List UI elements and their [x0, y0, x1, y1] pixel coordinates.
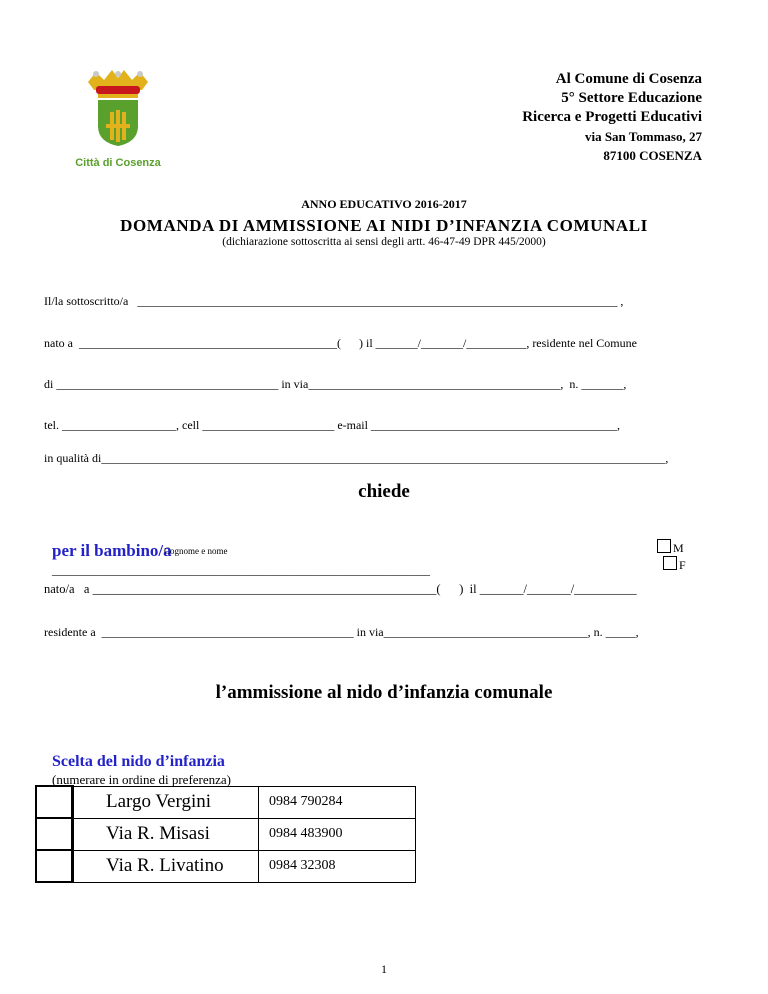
- nursery-choice-label: Scelta del nido d’infanzia: [52, 753, 225, 770]
- preference-box[interactable]: [36, 786, 73, 818]
- sex-f-checkbox[interactable]: [663, 556, 677, 570]
- sex-m-label: M: [673, 541, 684, 555]
- sex-options: [651, 524, 686, 573]
- page-subtitle: (dichiarazione sottoscritta ai sensi degli artt. 46-47-49 DPR 445/2000): [222, 236, 546, 248]
- table-row: [36, 786, 416, 818]
- addressee-line: 87100 COSENZA: [603, 148, 702, 163]
- child-row: [44, 523, 430, 579]
- addressee-line: via San Tommaso, 27: [584, 129, 702, 144]
- request-verb: chiede: [358, 481, 410, 502]
- city-logo: [72, 68, 164, 168]
- page-title: DOMANDA DI AMMISSIONE AI NIDI D’INFANZIA COMUNALI: [120, 216, 648, 235]
- sex-m-checkbox[interactable]: [657, 539, 671, 553]
- child-birth-field[interactable]: nato/a a _______________________________________________________( ) il _______/_______/__________: [44, 582, 637, 596]
- child-name-field[interactable]: _______________________________________________________________: [52, 563, 430, 577]
- table-row: [36, 850, 416, 882]
- table-row: [36, 818, 416, 850]
- applicant-birth-field[interactable]: nato a ___________________________________________( ) il _______/_______/__________, residente nel Comune: [44, 336, 637, 350]
- nursery-table: [35, 785, 416, 883]
- sex-f-label: F: [679, 558, 686, 572]
- nursery-phone: 0984 790284: [259, 786, 416, 818]
- applicant-address-field[interactable]: di _____________________________________ in via__________________________________________, n. _______,: [44, 377, 627, 391]
- coat-of-arms-icon: [72, 68, 164, 146]
- preference-box[interactable]: [36, 850, 73, 882]
- child-label: per il bambino/a: [52, 541, 172, 560]
- nursery-name: Largo Vergini: [73, 786, 259, 818]
- addressee-line: 5° Settore Educazione: [561, 90, 702, 106]
- applicant-contacts-field[interactable]: tel. ___________________, cell ______________________ e-mail _________________________________________,: [44, 418, 620, 432]
- preference-box[interactable]: [36, 818, 73, 850]
- child-name-caption: Cognome e nome: [164, 546, 228, 556]
- child-residence-field[interactable]: residente a __________________________________________ in via__________________________________, n. _____,: [44, 625, 639, 639]
- addressee-line: Ricerca e Progetti Educativi: [522, 109, 702, 125]
- addressee-block: [522, 70, 702, 165]
- request-object: l’ammissione al nido d’infanzia comunale: [215, 682, 553, 703]
- nursery-name: Via R. Livatino: [73, 850, 259, 882]
- applicant-role-field[interactable]: in qualità di______________________________________________________________________________________________,: [44, 451, 669, 465]
- applicant-name-field[interactable]: Il/la sottoscritto/a ________________________________________________________________________________ ,: [44, 294, 624, 308]
- nursery-choice-heading: [44, 735, 231, 789]
- page-number: 1: [381, 962, 387, 976]
- school-year: ANNO EDUCATIVO 2016-2017: [301, 197, 467, 211]
- nursery-choice-note: (numerare in ordine di preferenza): [52, 772, 232, 787]
- nursery-name: Via R. Misasi: [73, 818, 259, 850]
- logo-caption: Città di Cosenza: [75, 157, 161, 169]
- nursery-phone: 0984 32308: [259, 850, 416, 882]
- nursery-phone: 0984 483900: [259, 818, 416, 850]
- addressee-line: Al Comune di Cosenza: [555, 71, 702, 87]
